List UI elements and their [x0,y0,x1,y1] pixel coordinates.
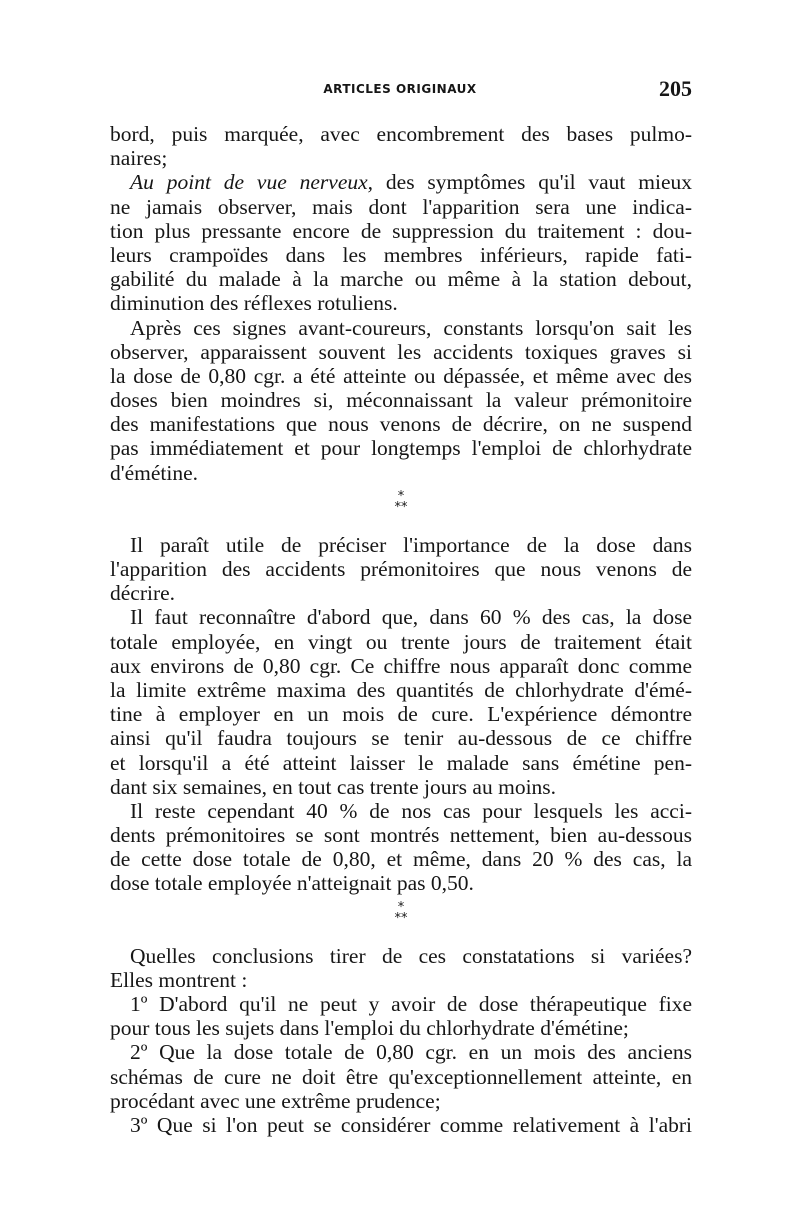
text-line: pas immédiatement et pour longtemps l'emploi de chlorhydrate [110,436,692,461]
asterism-divider [110,488,692,515]
text-line: la limite extrême maxima des quantités de chlorhydrate d'émé- [110,677,692,702]
text-line: 3º Que si l'on peut se considérer comme relativement à l'abri [130,1112,692,1137]
paragraph [110,533,692,606]
text-line: schémas de cure ne doit être qu'exceptionnellement atteinte, en [110,1064,692,1089]
paragraph [110,122,692,170]
running-head [110,78,690,102]
text-line: dents prémonitoires se sont montrés nettement, bien au-dessous [110,823,692,848]
asterism-divider [110,899,692,926]
text-line [110,170,692,194]
running-title: ARTICLES ORIGINAUX [323,82,477,96]
text-line: et lorsqu'il a été atteint laisser le malade sans émétine pen- [110,750,692,775]
text-line: Il paraît utile de préciser l'importance de la dose dans [130,532,692,557]
text-line: dant six semaines, en tout cas trente jours au moins. [110,774,557,799]
body-text [110,122,692,1137]
text-line: Il reste cependant 40 % de nos cas pour lesquels les acci- [130,798,692,823]
text-line: procédant avec une extrême prudence; [110,1088,441,1113]
italic-lead: Au point de vue nerveux, [130,170,374,195]
text-line: Il faut reconnaître d'abord que, dans 60 % des cas, la dose [130,605,692,630]
asterism-top: * [397,899,405,915]
paragraph [110,1040,692,1113]
text-line: 2º Que la dose totale de 0,80 cgr. en un mois des anciens [130,1040,692,1065]
paragraph [110,605,692,799]
text-line: des manifestations que nous venons de décrire, on ne suspend [110,412,692,437]
text-line: tion plus pressante encore de suppression du traitement : dou- [110,218,692,243]
text-line: Elles montrent : [110,967,248,992]
paragraph [110,1113,692,1137]
text-line: 1º D'abord qu'il ne peut y avoir de dose thérapeutique fixe [130,992,692,1016]
text-line: doses bien moindres si, méconnaissant la valeur prémonitoire [110,388,692,413]
text-line: d'émétine. [110,460,199,485]
text-line: gabilité du malade à la marche ou même à la station debout, [110,267,692,292]
text-line: ainsi qu'il faudra toujours se tenir au-dessous de ce chiffre [110,726,692,751]
paragraph [110,944,692,992]
paragraph [110,170,692,315]
text-line: aux environs de 0,80 cgr. Ce chiffre nous apparaît donc comme [110,653,692,678]
asterism-bottom: ** [394,910,408,926]
asterism-bottom: ** [394,499,408,515]
text-run: des symptômes qu'il vaut mieux [373,170,693,195]
text-line: Quelles conclusions tirer de ces constatations si variées? [130,943,692,968]
text-line: tine à employer en un mois de cure. L'expérience démontre [110,702,692,727]
text-line: totale employée, en vingt ou trente jours de traitement était [110,629,692,654]
text-line: dose totale employée n'atteignait pas 0,50. [110,871,474,896]
text-line: décrire. [110,581,176,606]
text-line: la dose de 0,80 cgr. a été atteinte ou dépassée, et même avec des [110,363,692,388]
text-line: ne jamais observer, mais dont l'apparition sera une indica- [110,194,692,219]
text-line: de cette dose totale de 0,80, et même, dans 20 % des cas, la [110,847,692,872]
paragraph [110,316,692,485]
page-number: 205 [659,76,692,101]
text-line: diminution des réflexes rotuliens. [110,291,398,316]
text-line: observer, apparaissent souvent les accidents toxiques graves si [110,339,692,364]
text-line: naires; [110,146,168,171]
paragraph [110,992,692,1040]
text-line: leurs crampoïdes dans les membres inférieurs, rapide fati- [110,242,692,267]
text-line: pour tous les sujets dans l'emploi du chlorhydrate d'émétine; [110,1016,629,1041]
asterism-top: * [397,488,405,504]
text-line: Après ces signes avant-coureurs, constants lorsqu'on sait les [130,315,692,340]
text-line: bord, puis marquée, avec encombrement des bases pulmo- [110,122,692,146]
text-line: l'apparition des accidents prémonitoires que nous venons de [110,557,692,581]
paragraph [110,799,692,896]
